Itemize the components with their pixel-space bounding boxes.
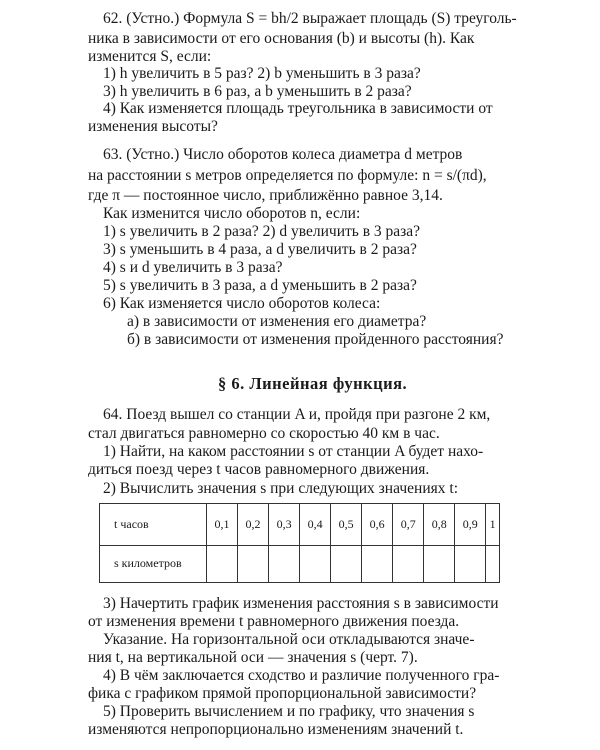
p63-line-11: б) в зависимости от изменения пройденного расстояния? (127, 331, 504, 348)
table-cell: 0,8 (424, 504, 455, 546)
table-cell-empty (238, 545, 269, 582)
p62-line-2: ника в зависимости от его основания (b) и высоты (h). Как (88, 30, 475, 47)
table-row-t (100, 504, 500, 546)
table-cell-empty (331, 545, 362, 582)
p62-line-4: 1) h увеличить в 5 раз? 2) b уменьшить в 3 раза? (103, 65, 421, 82)
table-cell: 0,6 (362, 504, 393, 546)
p63-line-8: 5) s увеличить в 3 раза, а d уменьшить в 2 раза? (103, 277, 417, 294)
table-cell: 0,2 (238, 504, 269, 546)
p64-line-4: диться поезд через t часов равномерного движения. (88, 461, 430, 478)
p63-line-10: а) в зависимости от изменения его диаметра? (127, 313, 427, 330)
p63-line-2: на расстоянии s метров определяется по формуле: n = s/(πd), (88, 167, 487, 184)
p64b-line-5: 4) В чём заключается сходство и различие полученного гра- (103, 667, 500, 684)
table-cell-empty (362, 545, 393, 582)
p62-line-7: изменения высоты? (88, 118, 218, 135)
table-row-s (100, 545, 500, 582)
p64b-line-6: фика с графиком прямой пропорциональной зависимости? (88, 685, 477, 702)
values-table (99, 503, 500, 583)
table-cell: 0,3 (269, 504, 300, 546)
p64-line-5: 2) Вычислить значения s при следующих значениях t: (103, 480, 458, 497)
table-cell: 0,7 (393, 504, 424, 546)
table-cell-empty (455, 545, 486, 582)
p64b-line-2: от изменения времени t равномерного движения поезда. (88, 613, 460, 630)
p64b-line-3: Указание. На горизонтальной оси откладываются значе- (103, 631, 475, 648)
p62-line-6: 4) Как изменяется площадь треугольника в зависимости от (103, 100, 493, 117)
p63-line-1: 63. (Устно.) Число оборотов колеса диаметра d метров (103, 146, 463, 163)
table-cell-empty (300, 545, 331, 582)
p63-line-5: 1) s увеличить в 2 раза? 2) d увеличить в 3 раза? (103, 223, 421, 240)
table-label-t: t часов (100, 504, 207, 546)
table-cell-empty (424, 545, 455, 582)
table-cell: 0,4 (300, 504, 331, 546)
table-label-s: s километров (100, 545, 207, 582)
table-cell-empty (269, 545, 300, 582)
p63-line-7: 4) s и d увеличить в 3 раза? (103, 259, 283, 276)
table-cell-empty (486, 545, 500, 582)
p64-line-2: стал двигаться равномерно со скоростью 40 км в час. (88, 425, 440, 442)
section-title: § 6. Линейная функция. (218, 374, 408, 393)
table-cell-empty (393, 545, 424, 582)
p64b-line-4: ния t, на вертикальной оси — значения s (черт. 7). (88, 649, 418, 666)
p63-line-3: где π — постоянное число, приближённо равное 3,14. (88, 187, 443, 204)
p64b-line-8: изменяются непропорционально изменениям значений t. (88, 721, 464, 738)
table-cell-empty (207, 545, 238, 582)
p64-line-1: 64. Поезд вышел со станции A и, пройдя при разгоне 2 км, (103, 406, 491, 423)
p64b-line-1: 3) Начертить график изменения расстояния s в зависимости (103, 595, 499, 612)
table-cell: 1 (486, 504, 500, 546)
table-cell: 0,9 (455, 504, 486, 546)
p63-line-9: 6) Как изменяется число оборотов колеса: (103, 295, 381, 312)
p63-line-6: 3) s уменьшить в 4 раза, а d увеличить в 2 раза? (103, 241, 417, 258)
table-cell: 0,1 (207, 504, 238, 546)
table-cell: 0,5 (331, 504, 362, 546)
p62-line-1: 62. (Устно.) Формула S = bh/2 выражает площадь (S) треуголь- (103, 10, 517, 27)
p64-line-3: 1) Найти, на каком расстоянии s от станции A будет нахо- (103, 443, 484, 460)
p64b-line-7: 5) Проверить вычислением и по графику, что значения s (103, 703, 475, 720)
p62-line-5: 3) h увеличить в 6 раз, а b уменьшить в 2 раза? (103, 83, 412, 100)
p62-line-3: изменится S, если: (88, 48, 212, 65)
p63-line-4: Как изменится число оборотов n, если: (103, 205, 361, 222)
